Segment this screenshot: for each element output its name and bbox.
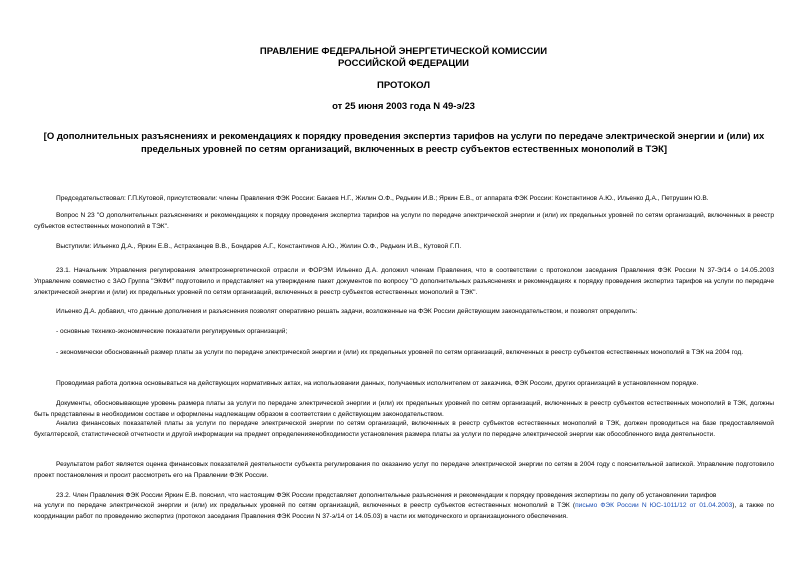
paragraph-question: Вопрос N 23 "О дополнительных разъяснениях и рекомендациях к порядку проведения экспертиз тарифов на услуги по передаче электрической энергии и (или) их предельных уровней по сетям организаций, включенных в реестр субъектов естественных монополий в ТЭК". [34,212,774,230]
list-item-indicators: - основные технико-экономические показатели регулируемых организаций; [56,328,288,335]
paragraph-documents: Документы, обосновывающие уровень размера платы за услуги по передаче электрической энергии и (или) их предельных уровней по сетям организаций, включенных в реестр субъектов естественных монополий в ТЭК, должны быть представлены в необходимом составе и оформлены надлежащим образом в соответствии с действующим законодательством. [34,400,774,418]
paragraph-addition: Ильенко Д.А. добавил, что данные дополнения и разъяснения позволят оперативно решать задачи, возложенные на ФЭК России действующим законодательством, и позволят определить: [56,308,638,315]
paragraph-text: на услуги по передаче электрической энергии и (или) их предельных уровней по сетям организаций, включенных в реестр субъектов естественных монополий в ТЭК ( [34,502,576,509]
paragraph-report-23-2: 23.2. Член Правления ФЭК России Яркин Е.В. пояснил, что настоящим ФЭК России представляет дополнительные разъяснения и рекомендации к порядку проведения экспертизы по делу об установлении тарифов [56,492,717,499]
document-type: ПРОТОКОЛ [376,80,430,91]
paragraph-report-23-2-continued [34,500,774,522]
organization-title-line2: РОССИЙСКОЙ ФЕДЕРАЦИИ [337,58,469,69]
letter-link[interactable]: письмо ФЭК России N ЮС-1011/12 от 01.04.2003 [575,502,733,509]
paragraph-analysis: Анализ финансовых показателей платы за услуги по передаче электрической энергии по сетям организаций, включенных в реестр субъектов естественных монополий в ТЭК, должен проводиться на базе предоставляемой бухгалтерской, статистической отчетности и другой информации на предмет определенияенобходимости установления размера платы за услуги по передаче электрической энергии как обособленного вида деятельности. [34,420,774,438]
paragraph-work-basis: Проводимая работа должна основываться на действующих нормативных актах, на использовании данных, получаемых исполнителем от заказчика, ФЭК России, других организаций в установленном порядке. [56,380,699,387]
organization-title-line1: ПРАВЛЕНИЕ ФЕДЕРАЛЬНОЙ ЭНЕРГЕТИЧЕСКОЙ КОМИССИИ [259,46,548,57]
paragraph-result: Результатом работ является оценка финансовых показателей деятельности субъекта регулирования по оказанию услуг по передаче электрической энергии по сетям в 2004 году с пояснительной запиской. Управление подготовило проект постановления и просит рассмотреть его на Правлении ФЭК России. [34,461,774,479]
paragraph-report-23-1: 23.1. Начальник Управления регулирования электроэнергетической отрасли и ФОРЭМ Ильенко Д.А. доложил членам Правления, что в соответствии с протоколом заседания Правления ФЭК России N 37-Э/14 о 14.05.2003 Управление совместно с ЗАО Группа "ЭКФИ" подготовило и представляет на утверждение пакет документов по вопросу "О дополнительных разъяснениях и рекомендациях к порядку проведения экспертиз тарифов на услуги по передаче электрической энергии и (или) их предельных уровней по сетям организаций, включенных в реестр субъектов естественных монополий в ТЭК". [34,267,774,296]
paragraph-text: ), а также по координации работ по проведению экспертиз (протокол заседания Правления ФЭК России N 37-э/14 от 14.05.03) в части их методического и организационного обеспечения. [34,502,774,520]
paragraph-attendance: Председательствовал: Г.П.Кутовой, присутствовали: члены Правления ФЭК России: Бакаев Н.Г., Жилин О.Ф., Редькин И.В.; Яркин Е.В., от аппарата ФЭК России: Константинов А.Ю., Ильенко Д.А., Петрушин Ю.В. [56,195,709,202]
document-subject: [О дополнительных разъяснениях и рекомендациях к порядку проведения экспертиз тарифов на услуги по передаче электрической энергии и (или) их предельных уровней по сетям организаций, включенных в реестр субъектов естественных монополий в ТЭК] [43,131,765,155]
paragraph-speakers: Выступили: Ильенко Д.А., Яркин Е.В., Астраханцев В.В., Бондарев А.Г., Константинов А.Ю., Жилин О.Ф., Редькин И.В., Кутовой Г.П. [56,243,462,250]
list-item-payment-size: - экономически обоснованный размер платы за услуги по передаче электрической энергии и (или) их предельных уровней по сетям организаций, включенных в реестр субъектов естественных монополий в ТЭК на 2004 год. [56,349,744,356]
document-date-number: от 25 июня 2003 года N 49-э/23 [332,101,475,112]
